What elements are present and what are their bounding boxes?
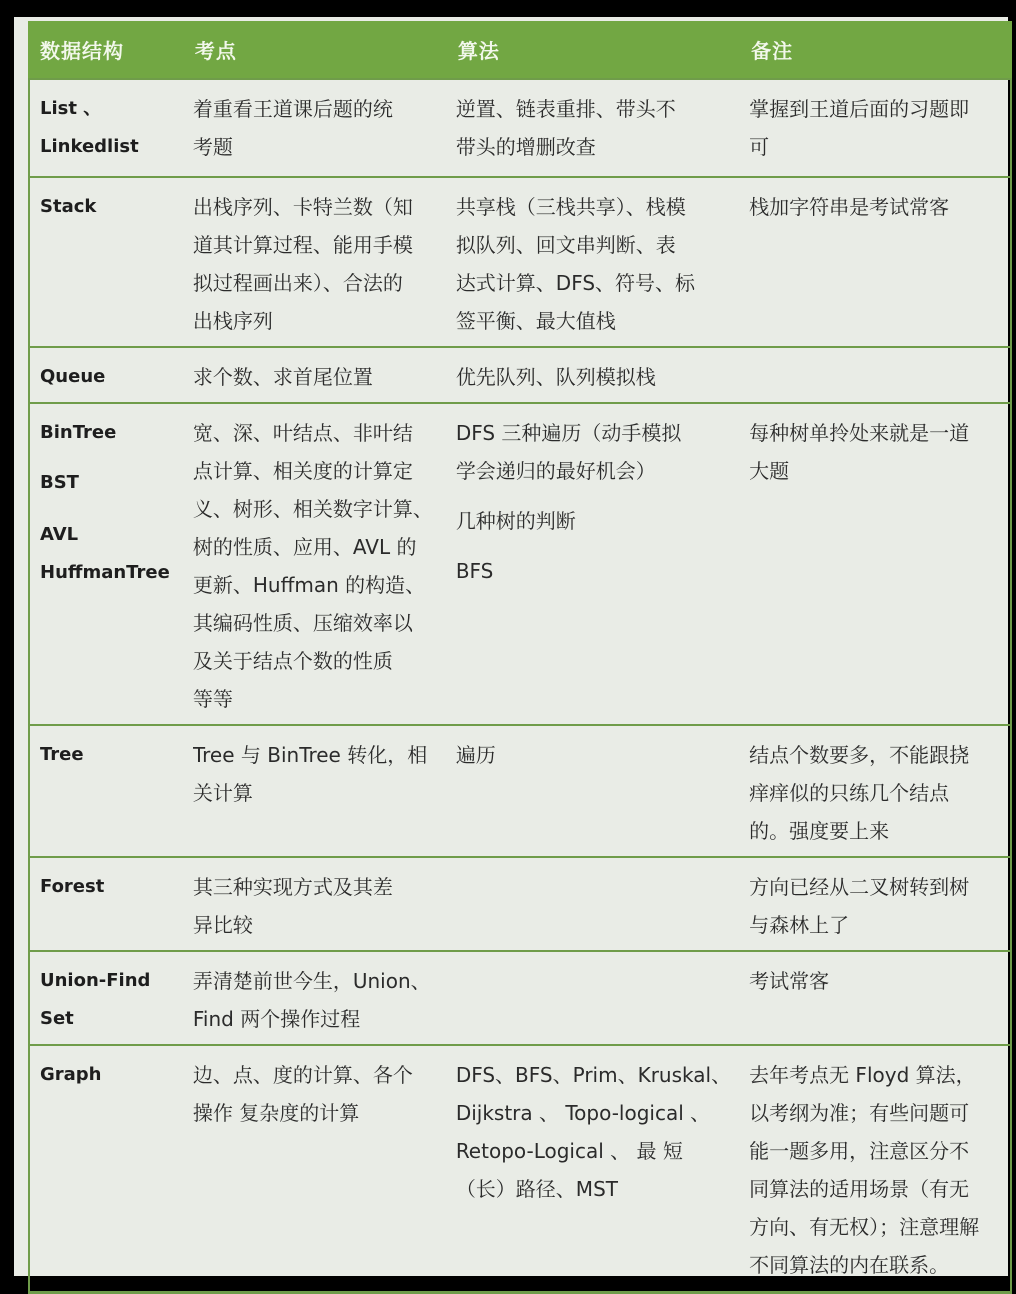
points-line: 着重看王道课后题的统	[192, 97, 393, 121]
structure-line: Union-Find	[40, 970, 151, 991]
document-frame	[14, 17, 1008, 1276]
points-line: Tree 与 BinTree 转化，相	[192, 743, 428, 767]
points-line: 关计算	[192, 781, 253, 805]
cell-structure	[28, 176, 183, 346]
notes-line: 每种树单拎处来就是一道	[749, 421, 970, 445]
notes-line: 可	[749, 135, 770, 159]
table-header-row	[28, 21, 1012, 78]
cell-points	[183, 1044, 446, 1294]
header-points: 考点	[194, 39, 237, 63]
header-structure: 数据结构	[40, 39, 124, 63]
cell-points	[183, 346, 446, 402]
table-row	[28, 78, 1012, 176]
notes-line: 痒痒似的只练几个结点	[749, 781, 950, 805]
table-row	[28, 176, 1012, 346]
cell-points	[183, 950, 446, 1044]
structure-line: Forest	[40, 876, 105, 897]
cell-structure	[28, 402, 183, 724]
structure-line: Set	[40, 1008, 74, 1029]
header-algorithms: 算法	[457, 39, 500, 63]
algorithms-line: DFS 三种遍历（动手模拟	[455, 421, 682, 445]
structure-line: HuffmanTree	[40, 562, 170, 583]
points-line: 树的性质、应用、AVL 的	[192, 535, 417, 559]
algorithms-line: 共享栈（三栈共享）、栈模	[455, 195, 686, 219]
cell-algorithms	[446, 78, 739, 176]
cell-algorithms	[446, 1044, 739, 1294]
notes-line: 以考纲为准；有些问题可	[749, 1101, 970, 1125]
points-line: 求个数、求首尾位置	[192, 365, 373, 389]
cell-algorithms	[446, 346, 739, 402]
cell-notes	[739, 78, 1012, 176]
points-line: Find 两个操作过程	[192, 1007, 361, 1031]
cell-algorithms	[446, 724, 739, 856]
points-line: 义、树形、相关数字计算、	[192, 497, 433, 521]
points-line: 更新、Huffman 的构造、	[192, 573, 426, 597]
points-line: 其三种实现方式及其差	[192, 875, 393, 899]
cell-algorithms	[446, 176, 739, 346]
cell-notes	[739, 950, 1012, 1044]
notes-line: 能一题多用，注意区分不	[749, 1139, 970, 1163]
algorithms-line: 学会递归的最好机会）	[455, 459, 656, 483]
cell-notes	[739, 176, 1012, 346]
algorithms-line: 优先队列、队列模拟栈	[455, 365, 656, 389]
algorithms-line: Dijkstra 、 Topo-logical 、	[455, 1101, 711, 1125]
algorithms-line: 拟队列、回文串判断、表	[455, 233, 676, 257]
cell-algorithms	[446, 402, 739, 724]
table-row	[28, 346, 1012, 402]
cell-notes	[739, 724, 1012, 856]
notes-line: 方向已经从二叉树转到树	[749, 875, 970, 899]
points-line: 其编码性质、压缩效率以	[192, 611, 413, 635]
cell-points	[183, 724, 446, 856]
table-row	[28, 724, 1012, 856]
structure-line: AVL	[40, 524, 79, 545]
algorithms-line: 达式计算、DFS、符号、标	[455, 271, 696, 295]
cell-points	[183, 78, 446, 176]
cell-points	[183, 402, 446, 724]
algorithms-line: Retopo-Logical 、 最 短	[455, 1139, 683, 1163]
notes-line: 同算法的适用场景（有无	[749, 1177, 970, 1201]
table-row	[28, 1044, 1012, 1294]
notes-line: 不同算法的内在联系。	[749, 1253, 950, 1277]
algorithms-line: 带头的增删改查	[455, 135, 596, 159]
cell-notes	[739, 1044, 1012, 1294]
cell-structure	[28, 1044, 183, 1294]
points-line: 及关于结点个数的性质	[192, 649, 393, 673]
cell-notes	[739, 346, 1012, 402]
algorithms-line: 几种树的判断	[455, 509, 576, 533]
cell-structure	[28, 950, 183, 1044]
cell-structure	[28, 724, 183, 856]
structure-line: Graph	[40, 1064, 102, 1085]
structure-line: BinTree	[40, 422, 117, 443]
points-line: 弄清楚前世今生，Union、	[192, 969, 431, 993]
cell-points	[183, 176, 446, 346]
notes-line: 大题	[749, 459, 790, 483]
points-line: 边、点、度的计算、各个	[192, 1063, 413, 1087]
algorithms-line: 逆置、链表重排、带头不	[455, 97, 676, 121]
points-line: 出栈序列、卡特兰数（知	[192, 195, 413, 219]
cell-structure	[28, 78, 183, 176]
algorithms-line: 签平衡、最大值栈	[455, 309, 616, 333]
structure-line: Tree	[40, 744, 84, 765]
notes-line: 去年考点无 Floyd 算法，	[749, 1063, 976, 1087]
cell-structure	[28, 856, 183, 950]
points-line: 道其计算过程、能用手模	[192, 233, 413, 257]
notes-line: 方向、有无权）；注意理解	[749, 1215, 980, 1239]
cell-structure	[28, 346, 183, 402]
data-structure-table	[28, 21, 1012, 1294]
points-line: 出栈序列	[192, 309, 273, 333]
notes-line: 与森林上了	[749, 913, 850, 937]
points-line: 宽、深、叶结点、非叶结	[192, 421, 413, 445]
points-line: 操作 复杂度的计算	[192, 1101, 360, 1125]
notes-line: 考试常客	[749, 969, 830, 993]
table-row	[28, 856, 1012, 950]
cell-notes	[739, 402, 1012, 724]
points-line: 等等	[192, 687, 233, 711]
header-notes: 备注	[751, 39, 794, 63]
structure-line: List 、	[40, 98, 102, 119]
cell-algorithms	[446, 950, 739, 1044]
structure-line: Linkedlist	[40, 136, 139, 157]
structure-line: BST	[40, 472, 79, 493]
cell-algorithms	[446, 856, 739, 950]
algorithms-line: BFS	[455, 559, 494, 583]
algorithms-line: 遍历	[455, 743, 496, 767]
table-row	[28, 402, 1012, 724]
points-line: 异比较	[192, 913, 253, 937]
points-line: 点计算、相关度的计算定	[192, 459, 413, 483]
notes-line: 掌握到王道后面的习题即	[749, 97, 970, 121]
structure-line: Stack	[40, 196, 97, 217]
notes-line: 结点个数要多，不能跟挠	[749, 743, 970, 767]
notes-line: 栈加字符串是考试常客	[749, 195, 950, 219]
structure-line: Queue	[40, 366, 106, 387]
notes-line: 的。强度要上来	[749, 819, 890, 843]
cell-notes	[739, 856, 1012, 950]
algorithms-line: （长）路径、MST	[455, 1177, 618, 1201]
points-line: 考题	[192, 135, 233, 159]
table-row	[28, 950, 1012, 1044]
cell-points	[183, 856, 446, 950]
algorithms-line: DFS、BFS、Prim、Kruskal、	[455, 1063, 732, 1087]
points-line: 拟过程画出来）、合法的	[192, 271, 403, 295]
